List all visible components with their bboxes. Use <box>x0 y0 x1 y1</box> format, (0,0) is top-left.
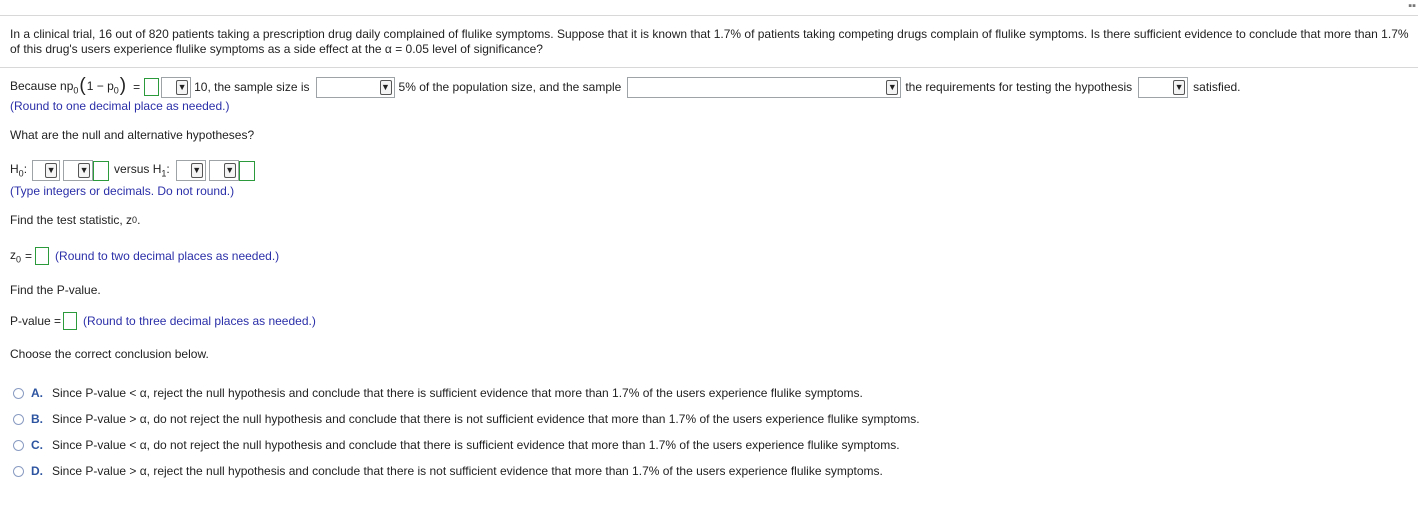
open-paren: ( <box>79 75 86 96</box>
dropdown-arrow-icon: ▼ <box>45 163 57 178</box>
question-text: In a clinical trial, 16 out of 820 patients taking a prescription drug daily complained of flulike symptoms. Suppose that it is known that 1.7% of patients taking competing drugs complain of flulike symptoms. Is there sufficient evidence to conclude that more than 1.7% of this drug's users experience flulike symptoms as a side effect at the α = 0.05 level of significance? <box>10 27 1409 56</box>
option-a-text: Since P-value < α, reject the null hypothesis and conclude that there is sufficient evidence that more than 1.7% of the users experience flulike symptoms. <box>52 386 863 400</box>
sample-size-select[interactable] <box>316 77 395 98</box>
h0-label: $H_0$: <box>10 162 28 179</box>
z0-equals: = <box>25 249 33 263</box>
option-b-text: Since P-value > α, do not reject the null hypothesis and conclude that there is not sufficient evidence that more than 1.7% of the users experience flulike symptoms. <box>52 412 920 426</box>
dropdown-arrow-icon: ▼ <box>78 163 90 178</box>
pvalue-row <box>10 312 316 330</box>
h1-operator-select[interactable] <box>209 160 239 181</box>
hypotheses-hint: (Type integers or decimals. Do not round.) <box>10 184 235 198</box>
h1-value-input[interactable] <box>239 161 255 181</box>
z0-hint: (Round to two decimal places as needed.) <box>55 249 280 263</box>
option-c-text: Since P-value < α, do not reject the null hypothesis and conclude that there is sufficient evidence that more than 1.7% of the users experience flulike symptoms. <box>52 438 900 452</box>
hypotheses-row <box>10 160 255 181</box>
option-b[interactable] <box>13 412 920 426</box>
z0-input[interactable] <box>35 247 49 265</box>
dropdown-arrow-icon: ▼ <box>380 80 392 95</box>
dropdown-arrow-icon: ▼ <box>176 80 188 95</box>
pvalue-hint: (Round to three decimal places as needed.) <box>83 314 316 328</box>
top-divider <box>0 15 1418 16</box>
option-a[interactable] <box>13 386 863 400</box>
satisfied-text: satisfied. <box>1193 80 1241 94</box>
dropdown-arrow-icon: ▼ <box>886 80 898 95</box>
option-a-letter: A. <box>31 386 43 400</box>
option-c[interactable] <box>13 438 900 452</box>
test-statistic-row <box>10 247 279 265</box>
npq-input[interactable] <box>144 78 159 96</box>
requirements-row <box>10 76 1241 98</box>
sample-select[interactable] <box>627 77 901 98</box>
pvalue-input[interactable] <box>63 312 77 330</box>
radio-button-icon[interactable] <box>13 388 24 399</box>
ten-text: 10, the sample size is <box>194 80 310 94</box>
conclusion-prompt: Choose the correct conclusion below. <box>10 347 209 361</box>
satisfied-select[interactable] <box>1138 77 1188 98</box>
pvalue-prompt: Find the P-value. <box>10 283 101 297</box>
option-d-letter: D. <box>31 464 43 478</box>
dropdown-arrow-icon: ▼ <box>191 163 203 178</box>
requirements-text: the requirements for testing the hypothesis <box>905 80 1133 94</box>
equals-sign: = <box>133 80 141 94</box>
h0-value-input[interactable] <box>93 161 109 181</box>
versus-label: versus $H_1$: <box>114 162 170 179</box>
corner-marker: ▪▪ <box>1408 0 1416 12</box>
percent-text: 5% of the population size, and the sample <box>398 80 622 94</box>
npq-comparison-select[interactable] <box>161 77 191 98</box>
z0-label: $z_0$ <box>10 247 22 265</box>
option-b-letter: B. <box>31 412 43 426</box>
dropdown-arrow-icon: ▼ <box>224 163 236 178</box>
because-label: Because $np_0$ <box>10 78 79 96</box>
pvalue-label: P-value = <box>10 314 62 328</box>
requirements-hint: (Round to one decimal place as needed.) <box>10 99 230 113</box>
section-divider <box>0 67 1418 68</box>
option-d-text: Since P-value > α, reject the null hypothesis and conclude that there is not sufficient evidence that more than 1.7% of the users experience flulike symptoms. <box>52 464 883 478</box>
one-minus-p0: $1 - p_0$ <box>86 78 119 96</box>
option-c-letter: C. <box>31 438 43 452</box>
test-statistic-prompt: Find the test statistic, z 0 . <box>10 213 141 227</box>
close-paren: ) <box>119 75 127 96</box>
h1-parameter-select[interactable] <box>176 160 206 181</box>
hypotheses-prompt: What are the null and alternative hypotheses? <box>10 128 255 142</box>
option-d[interactable] <box>13 464 883 478</box>
h0-operator-select[interactable] <box>63 160 93 181</box>
radio-button-icon[interactable] <box>13 440 24 451</box>
radio-button-icon[interactable] <box>13 414 24 425</box>
dropdown-arrow-icon: ▼ <box>1173 80 1185 95</box>
radio-button-icon[interactable] <box>13 466 24 477</box>
h0-parameter-select[interactable] <box>32 160 60 181</box>
